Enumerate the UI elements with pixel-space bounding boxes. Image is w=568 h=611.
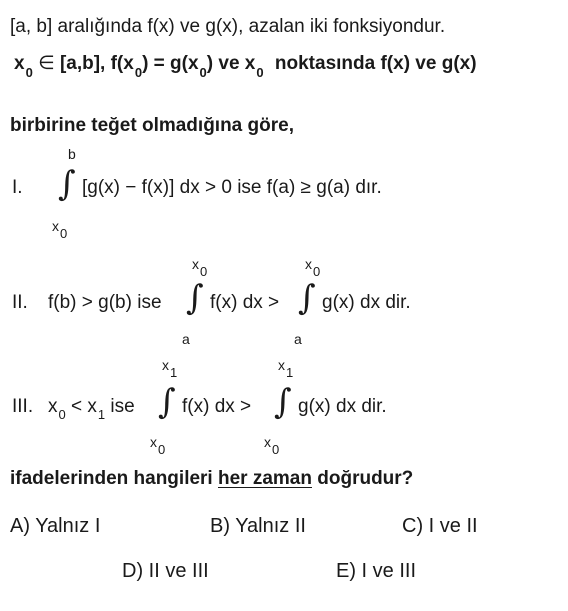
statement-2-int2-expression: g(x) dx dir. — [322, 292, 411, 313]
statement-3-integral-1-icon: ∫ — [158, 382, 176, 422]
var-x: x — [14, 53, 25, 74]
var-x: x — [52, 218, 59, 234]
equals-text: ) = g(x — [142, 53, 199, 74]
sub-1: 1 — [97, 407, 106, 422]
sub-0: 0 — [58, 407, 66, 422]
var-x: x — [278, 357, 285, 373]
interval-text: [a,b], f(x — [59, 53, 134, 74]
sub-0: 0 — [158, 442, 166, 457]
intro-line-2 — [14, 52, 477, 80]
sub-1: 1 — [286, 365, 294, 380]
var-x: x — [264, 434, 271, 450]
statement-2-roman: II. — [12, 292, 28, 313]
option-c[interactable]: C) I ve II — [402, 515, 478, 537]
option-a[interactable]: A) Yalnız I — [10, 515, 101, 537]
statement-2-int2-upper-limit — [305, 256, 321, 279]
sub-0: 0 — [272, 442, 280, 457]
statement-2-integral-2-icon: ∫ — [298, 278, 316, 318]
question-text — [10, 468, 413, 490]
statement-3-int1-lower-limit — [150, 434, 166, 457]
statement-2-integral-1-icon: ∫ — [186, 278, 204, 318]
sub-0: 0 — [134, 65, 143, 80]
statement-3-integral-2-icon: ∫ — [274, 382, 292, 422]
sub-0: 0 — [60, 226, 68, 241]
statement-1-roman: I. — [12, 177, 23, 198]
var-x: x — [305, 256, 312, 272]
statement-1-integral-icon: ∫ — [58, 164, 76, 204]
intro-line-3: birbirine teğet olmadığına göre, — [10, 115, 294, 136]
statement-1-upper-limit: b — [68, 146, 76, 162]
statement-2-int1-upper-limit — [192, 256, 208, 279]
question-emphasis: her zaman — [218, 468, 312, 489]
sub-0: 0 — [256, 65, 264, 80]
statement-3-roman: III. — [12, 396, 34, 417]
option-d[interactable]: D) II ve III — [122, 560, 209, 582]
var-x: x — [150, 434, 157, 450]
statement-2-int1-lower-limit: a — [182, 331, 190, 347]
intro-line-1: [a, b] aralığında f(x) ve g(x), azalan iki fonksiyondur. — [10, 16, 446, 37]
sub-0: 0 — [199, 65, 207, 80]
intro-line-2-rest: noktasında f(x) ve g(x) — [274, 53, 477, 74]
statement-3-int2-expression: g(x) dx dir. — [298, 396, 387, 417]
statement-1-lower-limit — [52, 218, 68, 241]
var-x: x — [162, 357, 169, 373]
sub-0: 0 — [25, 65, 33, 80]
statement-2-int1-expression: f(x) dx > — [210, 292, 280, 313]
sub-1: 1 — [170, 365, 178, 380]
statement-2-condition: f(b) > g(b) ise — [48, 292, 162, 313]
statement-3-condition — [48, 396, 135, 422]
statement-3-int2-lower-limit — [264, 434, 280, 457]
question-before: ifadelerinden hangileri — [10, 468, 218, 489]
statement-1-expression: [g(x) − f(x)] dx > 0 ise f(a) ≥ g(a) dır. — [82, 177, 382, 198]
statement-3-int1-upper-limit — [162, 357, 178, 380]
statement-3-int2-upper-limit — [278, 357, 294, 380]
option-e[interactable]: E) I ve III — [336, 560, 417, 582]
sub-0: 0 — [200, 264, 208, 279]
var-x: x — [192, 256, 199, 272]
question-after: doğrudur? — [311, 468, 414, 489]
sub-0: 0 — [313, 264, 321, 279]
statement-2-int2-lower-limit: a — [294, 331, 302, 347]
option-b[interactable]: B) Yalnız II — [210, 515, 306, 537]
element-of-symbol: ∈ — [38, 53, 55, 74]
var-x: x — [48, 396, 58, 417]
less-than-x: < x — [65, 396, 97, 417]
ise-text: ise — [105, 396, 135, 417]
ve-x-text: ) ve x — [206, 53, 256, 74]
statement-3-int1-expression: f(x) dx > — [182, 396, 252, 417]
